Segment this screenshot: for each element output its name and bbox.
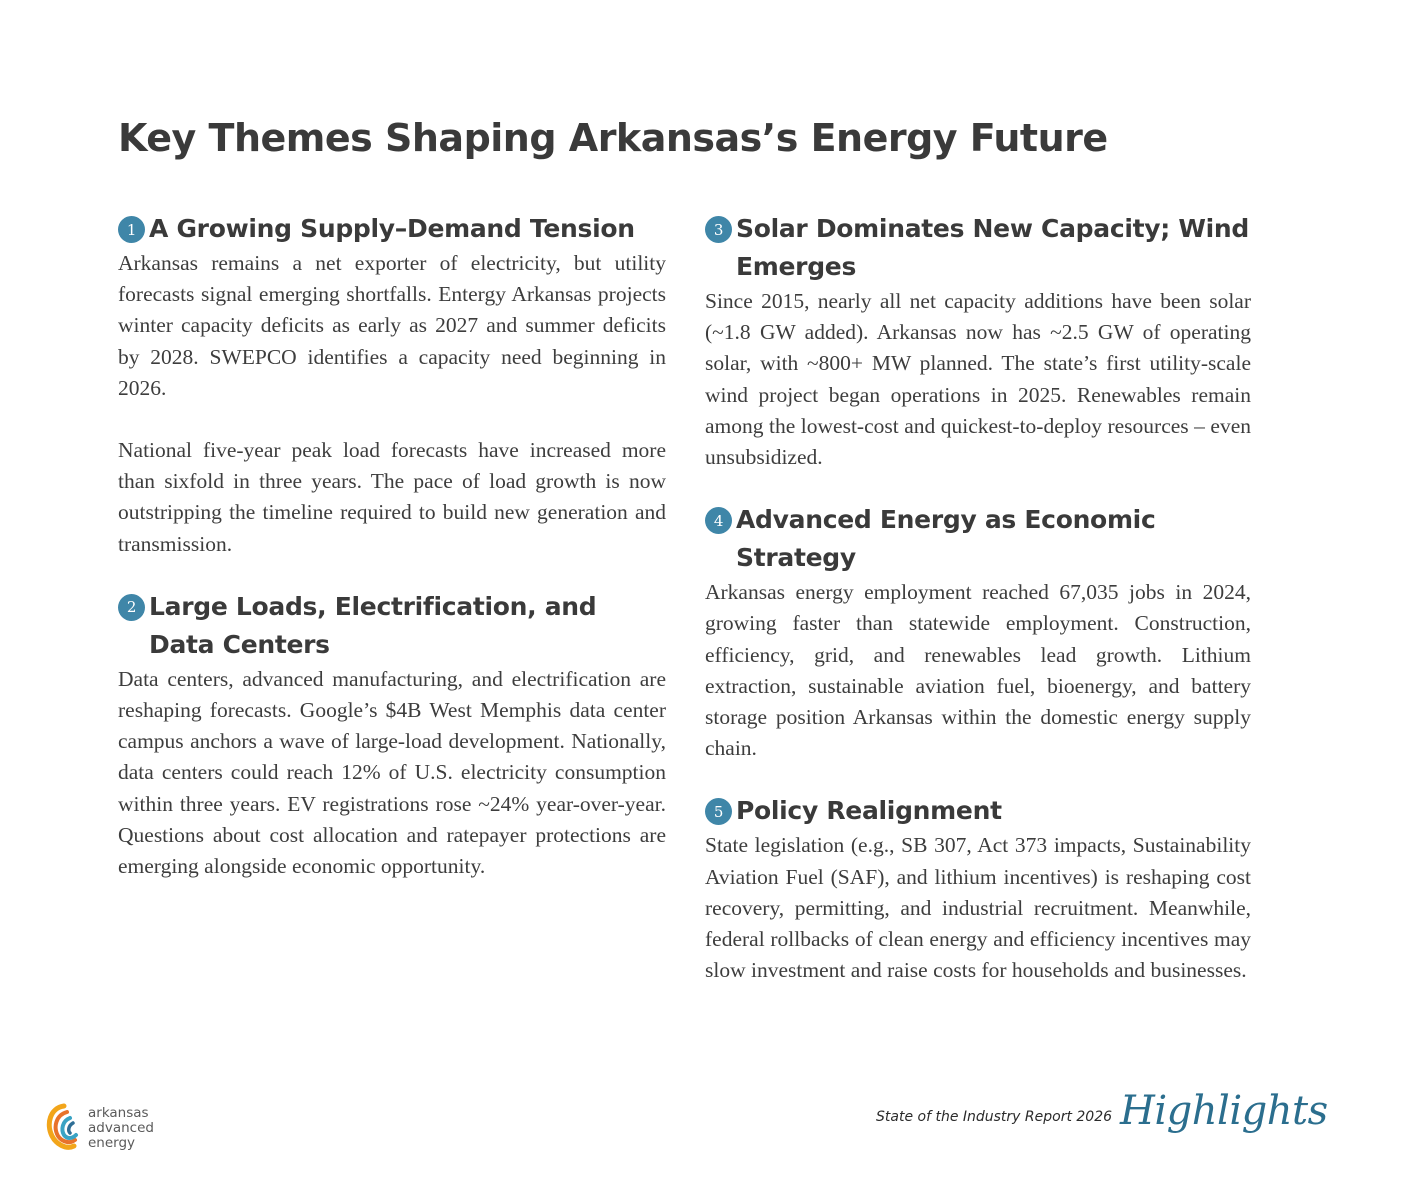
number-badge: 1 <box>118 216 145 243</box>
highlights-wordmark: Highlights <box>1120 1088 1328 1134</box>
section-heading-text: Large Loads, Electrification, and Data Centers <box>149 591 597 659</box>
section-heading-text: Advanced Energy as Economic Strategy <box>736 505 1156 573</box>
left-column <box>118 210 666 910</box>
section-policy <box>705 792 1251 986</box>
logo-line: arkansas <box>88 1104 149 1121</box>
section-heading <box>118 588 666 664</box>
logo-line: advanced <box>88 1119 154 1136</box>
section-paragraph: Arkansas remains a net exporter of electricity, but utility forecasts signal emerging shortfalls. Entergy Arkansas projects winter capacity deficits as early as 2027 and summer deficits by 2028. SWEPCO identifies a capacity need beginning in 2026. <box>118 251 666 400</box>
section-paragraph: Arkansas energy employment reached 67,035 jobs in 2024, growing faster than statewide employment. Construction, efficiency, grid, and renewables lead growth. Lithium extraction, sustainable aviation fuel, bioenergy, and battery storage position Arkansas within the domestic energy supply chain. <box>705 580 1251 761</box>
section-heading <box>705 501 1251 577</box>
section-heading-text: Solar Dominates New Capacity; Wind Emerges <box>736 214 1249 281</box>
section-paragraph: Data centers, advanced manufacturing, and electrification are reshaping forecasts. Google’s $4B West Memphis data center campus anchors a wave of large-load development. Nationally, data centers could reach 12% of U.S. electricity consumption within three years. EV registrations rose ~24% year-over-year. Questions about cost allocation and ratepayer protections are emerging alongside economic opportunity. <box>118 666 666 879</box>
page-title: Key Themes Shaping Arkansas’s Energy Future <box>118 116 1108 160</box>
number-badge: 2 <box>118 594 145 621</box>
section-paragraph: National five-year peak load forecasts have increased more than sixfold in three years. The pace of load growth is now outstripping the timeline required to build new generation and transmission. <box>118 438 666 556</box>
section-paragraph: State legislation (e.g., SB 307, Act 373 impacts, Sustainability Aviation Fuel (SAF), and lithium incentives) is reshaping cost recovery, permitting, and industrial recruitment. Meanwhile, federal rollbacks of clean energy and efficiency incentives may slow investment and raise costs for households and businesses. <box>705 833 1251 983</box>
section-supply-demand <box>118 210 666 560</box>
number-badge: 4 <box>705 507 732 534</box>
section-solar-wind <box>705 210 1251 473</box>
number-badge: 3 <box>705 216 732 243</box>
logo-line: energy <box>88 1134 136 1151</box>
report-label: State of the Industry Report 2026 <box>876 1109 1113 1125</box>
section-heading <box>705 792 1251 830</box>
section-heading-text: A Growing Supply–Demand Tension <box>149 214 635 243</box>
section-heading <box>705 210 1251 286</box>
right-column <box>705 210 1251 1014</box>
section-heading <box>118 210 666 248</box>
section-economic-strategy <box>705 501 1251 764</box>
logo-text <box>88 1106 154 1151</box>
logo <box>44 1102 154 1154</box>
section-large-loads <box>118 588 666 882</box>
swirl-logo-icon <box>44 1102 84 1154</box>
number-badge: 5 <box>705 798 732 825</box>
section-heading-text: Policy Realignment <box>736 796 1002 826</box>
section-paragraph: Since 2015, nearly all net capacity additions have been solar (~1.8 GW added). Arkansas now has ~2.5 GW of operating solar, with ~800+ MW planned. The state’s first utility-scale wind project began operations in 2025. Renewables remain among the lowest-cost and quickest-to-deploy resources – even unsubsidized. <box>705 289 1251 470</box>
